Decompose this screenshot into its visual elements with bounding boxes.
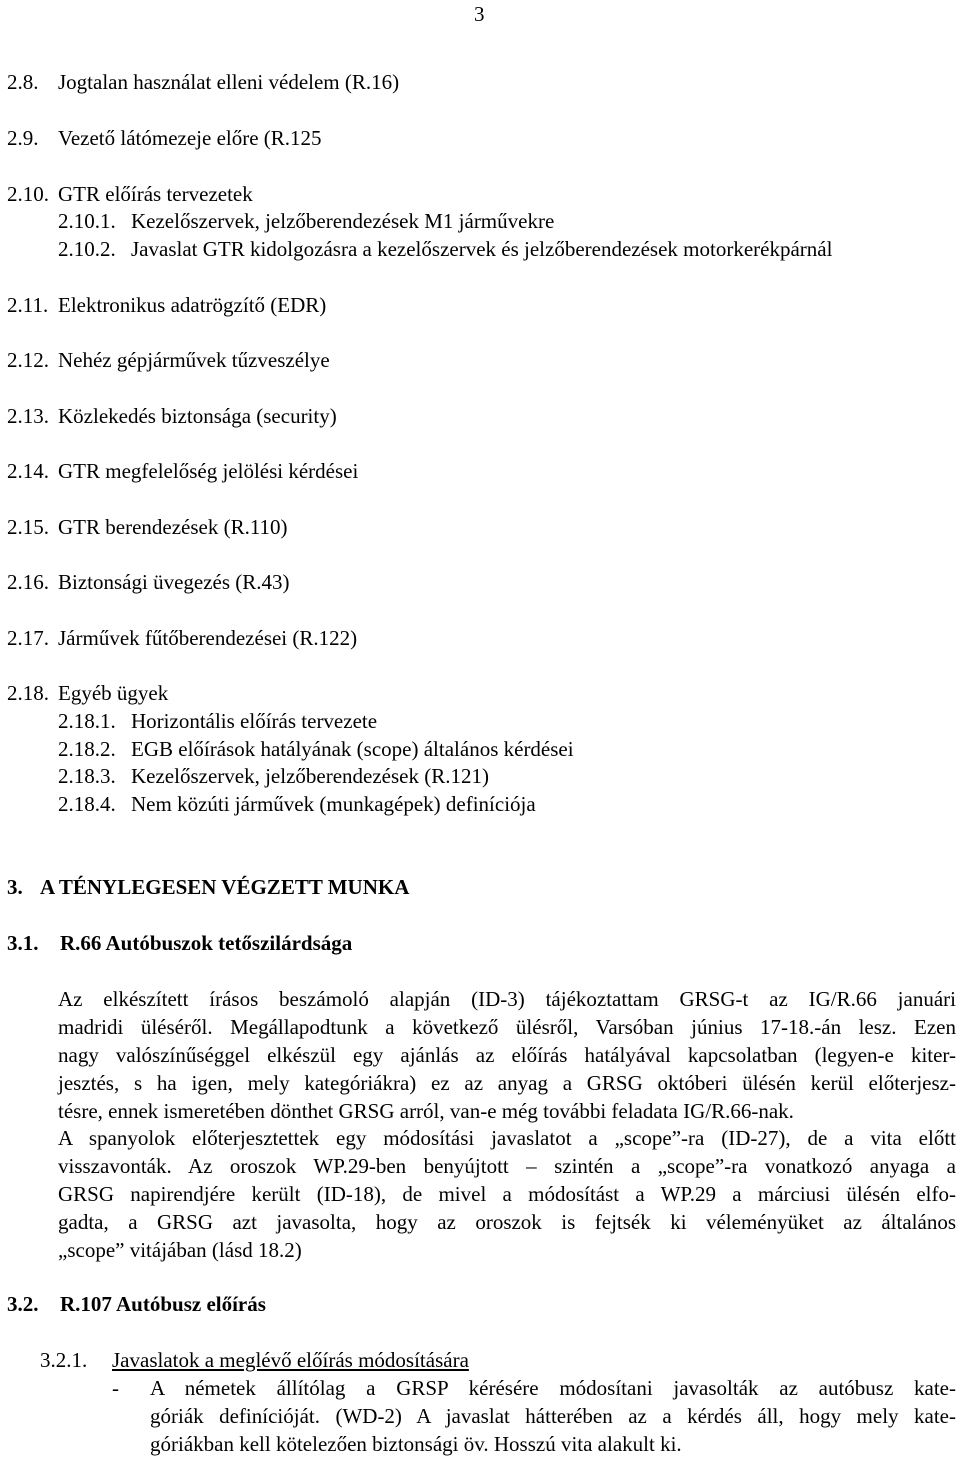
outline-text: GTR megfelelőség jelölési kérdései <box>58 459 359 483</box>
paragraph-line: A németek állítólag a GRSP kérésére módosítani javasolták az autóbusz kate- <box>150 1376 956 1400</box>
outline-number: 2.18. <box>7 681 49 705</box>
outline-number: 2.9. <box>7 126 39 150</box>
paragraph-line: jesztés, s ha igen, mely kategóriákra) ez az anyag a GRSG októberi ülésén kerül előterjesz- <box>58 1071 956 1095</box>
paragraph-line: góriákban kell kötelezően biztonsági öv. Hosszú vita alakult ki. <box>150 1432 682 1456</box>
paragraph-line: tésre, ennek ismeretében dönthet GRSG arról, van-e még további feladata IG/R.66-nak. <box>58 1099 794 1123</box>
paragraph-line: A spanyolok előterjesztettek egy módosítási javaslatot a „scope”-ra (ID-27), de a vita előtt <box>58 1126 956 1150</box>
outline-number: 2.16. <box>7 570 49 594</box>
paragraph-line: gadta, a GRSG azt javasolta, hogy az oroszok is fejtsék ki véleményüket az általános <box>58 1210 956 1234</box>
outline-number: 2.10. <box>7 182 49 206</box>
section-number: 3.1. <box>7 931 39 955</box>
outline-number: 2.12. <box>7 348 49 372</box>
paragraph-line: Az elkészített írásos beszámoló alapján (ID-3) tájékoztattam GRSG-t az IG/R.66 januári <box>58 987 956 1011</box>
page-number: 3 <box>474 2 485 26</box>
outline-number: 2.10.1. <box>58 209 116 233</box>
outline-number: 2.8. <box>7 70 39 94</box>
outline-text: Kezelőszervek, jelzőberendezések (R.121) <box>131 764 489 788</box>
paragraph-line: góriák definícióját. (WD-2) A javaslat hátterében az a kérdés áll, hogy mely kate- <box>150 1404 956 1428</box>
paragraph-line: madridi üléséről. Megállapodtunk a következő ülésről, Varsóban június 17-18.-án lesz. Ezen <box>58 1015 956 1039</box>
outline-text: Nem közúti járművek (munkagépek) definíciója <box>131 792 536 816</box>
paragraph-line: GRSG napirendjére került (ID-18), de mivel a módosítást a WP.29 a márciusi ülésén elfo- <box>58 1182 956 1206</box>
outline-text: Javaslat GTR kidolgozásra a kezelőszervek és jelzőberendezések motorkerékpárnál <box>131 237 833 261</box>
outline-text: GTR berendezések (R.110) <box>58 515 288 539</box>
outline-text: Elektronikus adatrögzítő (EDR) <box>58 293 327 317</box>
section-title: A TÉNYLEGESEN VÉGZETT MUNKA <box>40 875 410 899</box>
outline-number: 2.18.1. <box>58 709 116 733</box>
bullet-text <box>150 1374 956 1458</box>
outline-number: 2.17. <box>7 626 49 650</box>
outline-number: 2.14. <box>7 459 49 483</box>
outline-number: 2.18.2. <box>58 737 116 761</box>
outline-text: Jogtalan használat elleni védelem (R.16) <box>58 70 400 94</box>
outline-number: 2.10.2. <box>58 237 116 261</box>
outline-number: 2.15. <box>7 515 49 539</box>
section-number: 3. <box>7 875 23 899</box>
body-paragraph <box>58 985 956 1125</box>
paragraph-line: nagy valószínűséggel elkészül egy ajánlás az előírás hatályával kapcsolatban (legyen-e kiter- <box>58 1043 956 1067</box>
outline-text: Nehéz gépjárművek tűzveszélye <box>58 348 330 372</box>
outline-text: Egyéb ügyek <box>58 681 169 705</box>
section-title: Javaslatok a meglévő előírás módosítására <box>112 1348 469 1372</box>
outline-text: Közlekedés biztonsága (security) <box>58 404 337 428</box>
paragraph-line: visszavonták. Az oroszok WP.29-ben benyújtott – szintén a „scope”-ra vonatkozó anyaga a <box>58 1154 956 1178</box>
outline-number: 2.18.4. <box>58 792 116 816</box>
outline-text: Kezelőszervek, jelzőberendezések M1 járművekre <box>131 209 555 233</box>
outline-text: EGB előírások hatályának (scope) általános kérdései <box>131 737 574 761</box>
paragraph-line: „scope” vitájában (lásd 18.2) <box>58 1238 302 1262</box>
section-title: R.107 Autóbusz előírás <box>60 1292 266 1316</box>
outline-number: 2.11. <box>7 293 49 317</box>
outline-text: Horizontális előírás tervezete <box>131 709 378 733</box>
section-number: 3.2. <box>7 1292 39 1316</box>
outline-text: Vezető látómezeje előre (R.125 <box>58 126 322 150</box>
body-paragraph <box>58 1124 956 1264</box>
outline-text: Biztonsági üvegezés (R.43) <box>58 570 290 594</box>
section-number: 3.2.1. <box>40 1348 88 1372</box>
outline-text: Járművek fűtőberendezései (R.122) <box>58 626 358 650</box>
outline-text: GTR előírás tervezetek <box>58 182 253 206</box>
dash-marker: - <box>112 1376 119 1400</box>
outline-number: 2.18.3. <box>58 764 116 788</box>
outline-number: 2.13. <box>7 404 49 428</box>
section-title: R.66 Autóbuszok tetőszilárdsága <box>60 931 353 955</box>
